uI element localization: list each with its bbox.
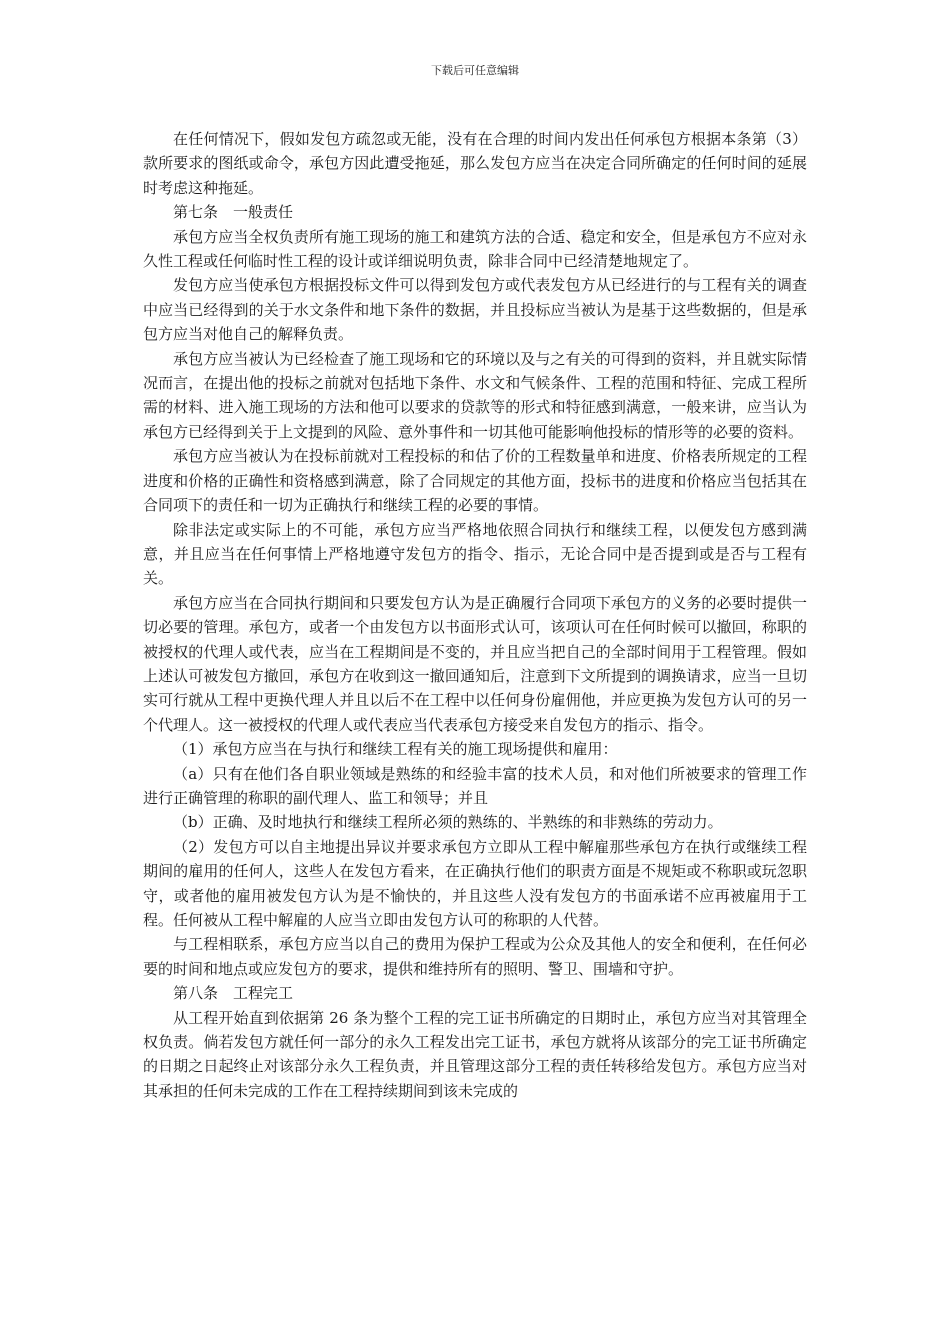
paragraph: 承包方应当在合同执行期间和只要发包方认为是正确履行合同项下承包方的义务的必要时提供一切必要的管理。承包方，或者一个由发包方以书面形式认可，该项认可在任何时候可以撤回，称职的被授权的代理人或代表，应当在工程期间是不变的，并且应当把自己的全部时间用于工程管理。假如上述认可被发包方撤回，承包方在收到这一撤回通知后，注意到下文所提到的调换请求，应当一旦切实可行就从工程中更换代理人并且以后不在工程中以任何身份雇佣他，并应更换为发包方认可的另一个代理人。这一被授权的代理人或代表应当代表承包方接受来自发包方的指示、指令。	[143, 593, 807, 734]
list-item: （1）承包方应当在与执行和继续工程有关的施工现场提供和雇用：	[173, 740, 618, 759]
paragraph: 发包方应当使承包方根据投标文件可以得到发包方或代表发包方从已经进行的与工程有关的调查中应当已经得到的关于水文条件和地下条件的数据，并且投标应当被认为是基于这些数据的，但是承包方应当对他自己的解释负责。	[143, 276, 807, 344]
document-body	[143, 127, 807, 1103]
paragraph: 在任何情况下，假如发包方疏忽或无能，没有在合理的时间内发出任何承包方根据本条第（3）款所要求的图纸或命令，承包方因此遭受拖延，那么发包方应当在决定合同所确定的任何时间的延展时考虑这种拖延。	[143, 130, 807, 197]
paragraph: 与工程相联系，承包方应当以自己的费用为保护工程或为公众及其他人的安全和便利，在任何必要的时间和地点或应发包方的要求，提供和维持所有的照明、警卫、围墙和守护。	[143, 935, 807, 978]
page-header: 下载后可任意编辑	[431, 64, 519, 77]
section-heading: 第七条 一般责任	[173, 203, 294, 222]
paragraph: 承包方应当全权负责所有施工现场的施工和建筑方法的合适、稳定和安全，但是承包方不应对永久性工程或任何临时性工程的设计或详细说明负责，除非合同中已经清楚地规定了。	[143, 227, 807, 271]
paragraph: 从工程开始直到依据第 26 条为整个工程的完工证书所确定的日期时止，承包方应当对其管理全权负责。倘若发包方就任何一部分的永久工程发出完工证书，承包方就将从该部分的完工证书所确定的日期之日起终止对该部分永久工程负责，并且管理这部分工程的责任转移给发包方。承包方应当对其承担的任何未完成的工作在工程持续期间到该未完成的	[143, 1008, 807, 1100]
list-item: （b）正确、及时地执行和继续工程所必须的熟练的、半熟练的和非熟练的劳动力。	[173, 813, 723, 832]
list-item: （a）只有在他们各自职业领域是熟练的和经验丰富的技术人员，和对他们所被要求的管理工作进行正确管理的称职的副代理人、监工和领导；并且	[143, 764, 807, 807]
list-item: （2）发包方可以自主地提出异议并要求承包方立即从工程中解雇那些承包方在执行或继续工程期间的雇用的任何人，这些人在发包方看来，在正确执行他们的职责方面是不规矩或不称职或玩忽职守，或者他的雇用被发包方认为是不愉快的，并且这些人没有发包方的书面承诺不应再被雇用于工程。任何被从工程中解雇的人应当立即由发包方认可的称职的人代替。	[143, 837, 807, 929]
paragraph: 承包方应当被认为已经检查了施工现场和它的环境以及与之有关的可得到的资料，并且就实际情况而言，在提出他的投标之前就对包括地下条件、水文和气候条件、工程的范围和特征、完成工程所需的材料、进入施工现场的方法和他可以要求的贷款等的形式和特征感到满意，一般来讲，应当认为承包方已经得到关于上文提到的风险、意外事件和一切其他可能影响他投标的情形等的必要的资料。	[143, 349, 807, 441]
paragraph: 承包方应当被认为在投标前就对工程投标的和估了价的工程数量单和进度、价格表所规定的工程进度和价格的正确性和资格感到满意，除了合同规定的其他方面，投标书的进度和价格应当包括其在合同项下的责任和一切为正确执行和继续工程的必要的事情。	[143, 447, 807, 515]
section-heading: 第八条 工程完工	[173, 984, 294, 1003]
paragraph: 除非法定或实际上的不可能，承包方应当严格地依照合同执行和继续工程，以便发包方感到满意，并且应当在任何事情上严格地遵守发包方的指令、指示，无论合同中是否提到或是否与工程有关。	[143, 520, 807, 588]
